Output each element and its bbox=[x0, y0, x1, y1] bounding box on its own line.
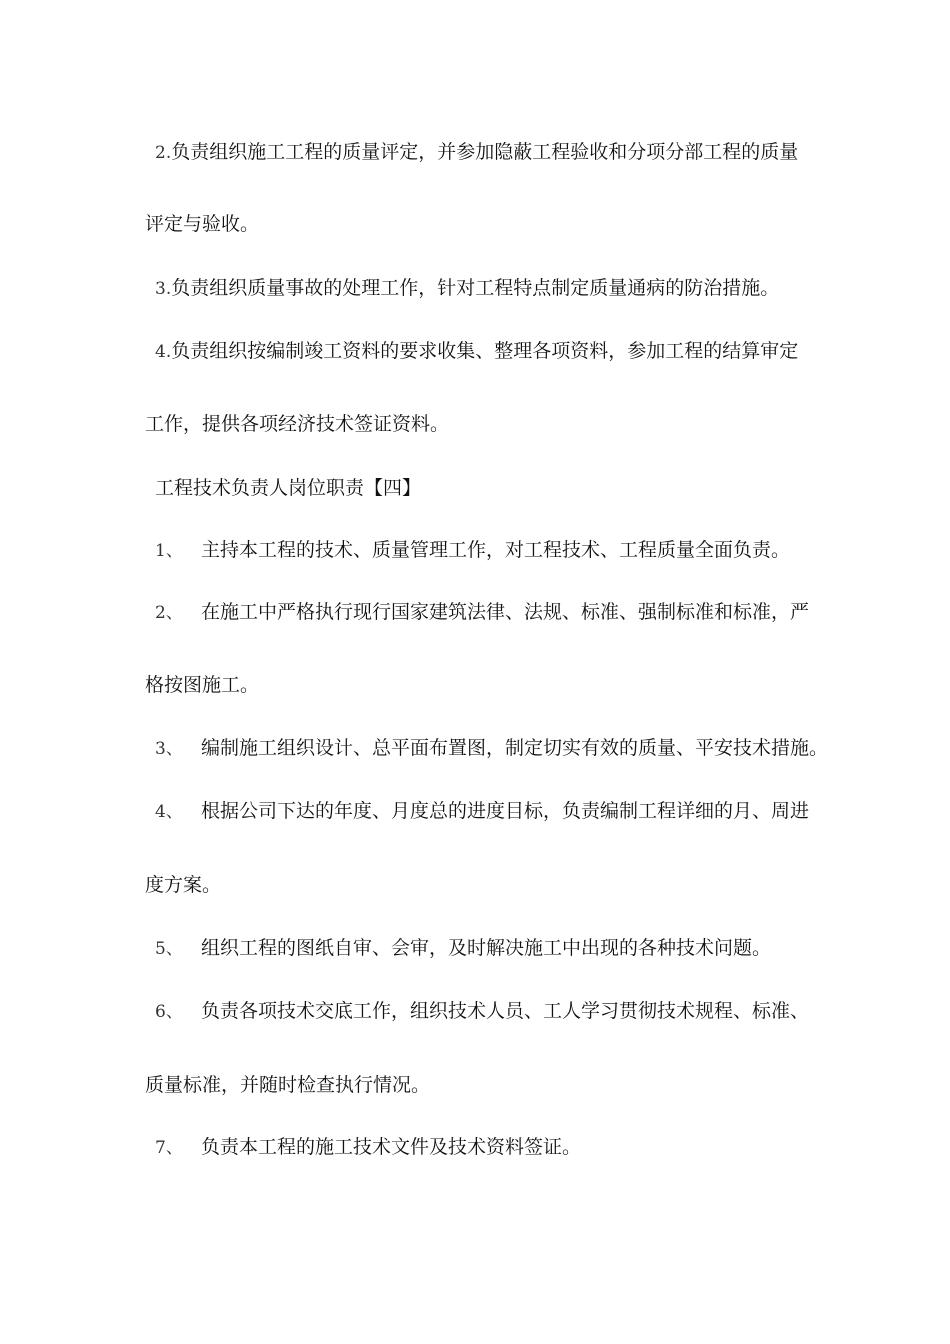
paragraph-2-line-1 bbox=[145, 139, 835, 166]
paragraph-text: 负责组织按编制竣工资料的要求收集、整理各项资料，参加工程的结算审定 bbox=[171, 340, 799, 362]
item-text: 在施工中严格执行现行国家建筑法律、法规、标准、强制标准和标准，严 bbox=[201, 601, 810, 623]
paragraph-4-line-2: 工作，提供各项经济技术签证资料。 bbox=[145, 413, 450, 435]
list-item-4 bbox=[145, 798, 835, 825]
item-number: 2、 bbox=[155, 603, 183, 623]
list-item-6-continuation: 质量标准，并随时检查执行情况。 bbox=[145, 1074, 431, 1096]
item-number: 1、 bbox=[155, 541, 183, 561]
paragraph-number: 3. bbox=[155, 279, 172, 299]
list-item-3 bbox=[145, 735, 835, 762]
list-item-2 bbox=[145, 599, 835, 626]
item-text: 组织工程的图纸自审、会审，及时解决施工中出现的各种技术问题。 bbox=[201, 937, 772, 959]
paragraph-4-line-1 bbox=[145, 338, 835, 365]
item-number: 4、 bbox=[155, 802, 183, 822]
paragraph-text: 负责组织质量事故的处理工作，针对工程特点制定质量通病的防治措施。 bbox=[171, 277, 780, 299]
section-heading: 工程技术负责人岗位职责【四】 bbox=[155, 477, 422, 499]
item-number: 6、 bbox=[155, 1002, 183, 1022]
item-number: 7、 bbox=[155, 1138, 183, 1158]
paragraph-number: 2. bbox=[155, 143, 172, 163]
paragraph-text: 负责组织施工工程的质量评定，并参加隐蔽工程验收和分项分部工程的质量 bbox=[171, 141, 799, 163]
list-item-2-continuation: 格按图施工。 bbox=[145, 674, 260, 696]
list-item-4-continuation: 度方案。 bbox=[145, 874, 222, 896]
list-item-1 bbox=[145, 537, 835, 564]
item-text: 编制施工组织设计、总平面布置图，制定切实有效的质量、平安技术措施。 bbox=[201, 737, 829, 759]
list-item-7 bbox=[145, 1134, 835, 1161]
paragraph-3-line-1 bbox=[145, 275, 835, 302]
paragraph-2-line-2: 评定与验收。 bbox=[145, 213, 260, 235]
item-number: 5、 bbox=[155, 939, 183, 959]
list-item-5 bbox=[145, 935, 835, 962]
paragraph-number: 4. bbox=[155, 342, 172, 362]
list-item-6 bbox=[145, 998, 835, 1025]
item-text: 主持本工程的技术、质量管理工作，对工程技术、工程质量全面负责。 bbox=[201, 539, 791, 561]
item-text: 根据公司下达的年度、月度总的进度目标，负责编制工程详细的月、周进 bbox=[201, 800, 810, 822]
item-number: 3、 bbox=[155, 739, 183, 759]
item-text: 负责本工程的施工技术文件及技术资料签证。 bbox=[201, 1136, 582, 1158]
item-text: 负责各项技术交底工作，组织技术人员、工人学习贯彻技术规程、标准、 bbox=[201, 1000, 810, 1022]
